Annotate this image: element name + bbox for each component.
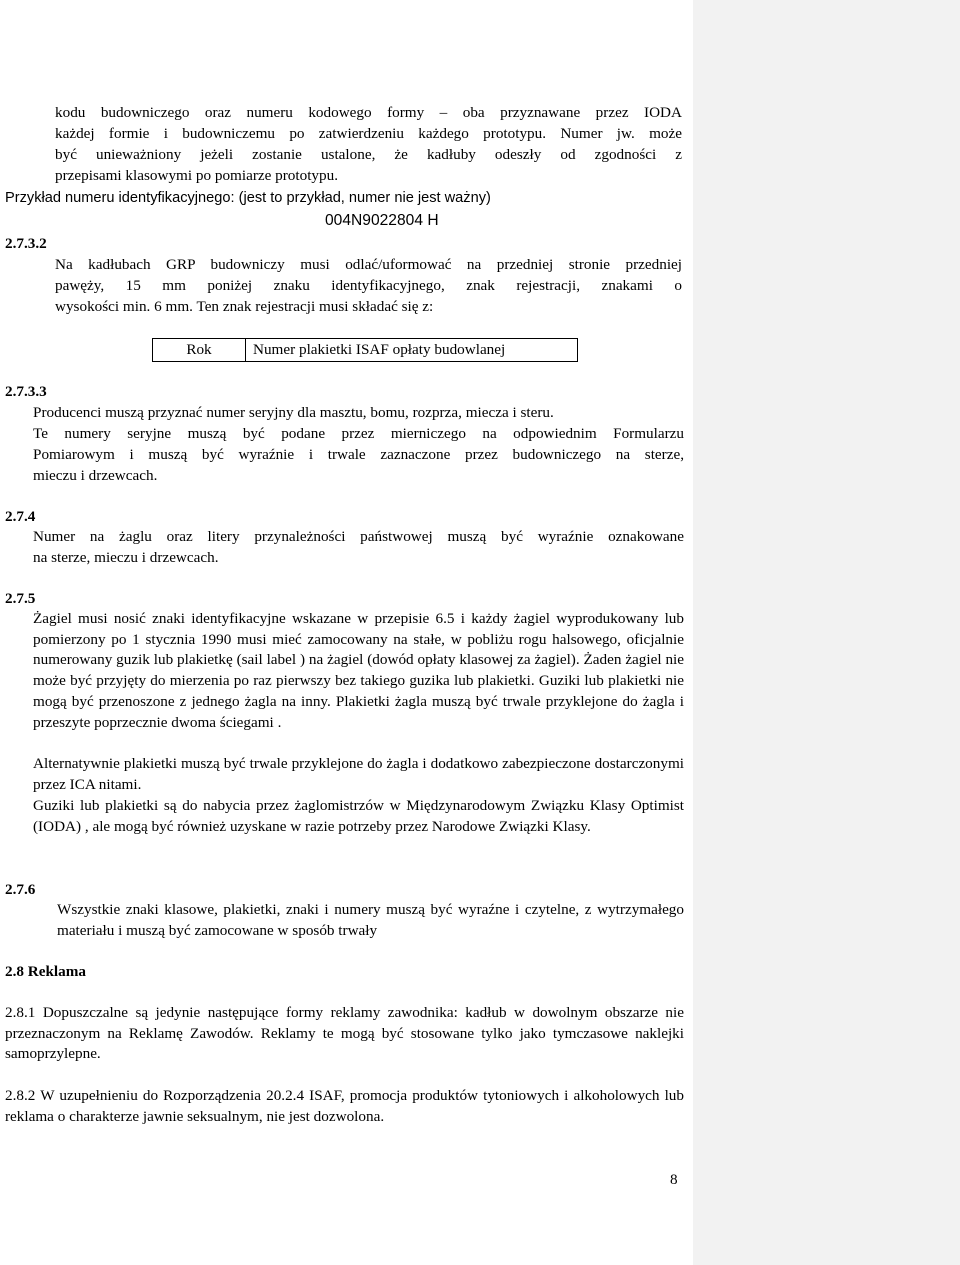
section-number-274: 2.7.4 [5, 508, 36, 525]
s274-line-1: Numer na żaglu oraz litery przynależności państwowej muszą być wyraźnie oznakowane [33, 528, 684, 545]
intro-line-3: być unieważniony jeżeli zostanie ustalone, że kadłuby odeszły od zgodności z [55, 146, 682, 163]
registration-year-cell: Rok [153, 339, 246, 361]
section-heading-28: 2.8 Reklama [5, 963, 86, 980]
s276-paragraph: Wszystkie znaki klasowe, plakietki, znaki i numery muszą być wyraźne i czytelne, z wytrzymałego materiału i muszą być zamocowane w sposób trwały [57, 901, 684, 939]
intro-line-2: każdej formie i budowniczemu po zatwierdzeniu każdego prototypu. Numer jw. może [55, 125, 682, 142]
s2732-line-1: Na kadłubach GRP budowniczy musi odlać/uformować na przedniej stronie przedniej [55, 256, 682, 273]
s2733-line-3: Pomiarowym i muszą być wyraźnie i trwale zaznaczone przez budowniczego na sterze, [33, 446, 684, 463]
s275-paragraph-3: Guziki lub plakietki są do nabycia przez żaglomistrzów w Międzynarodowym Związku Klasy Optimist (IODA) , ale mogą być również uzyskane w razie potrzeby przez Narodowe Związki Klasy. [33, 797, 684, 835]
section-number-275: 2.7.5 [5, 590, 36, 607]
s2732-line-2: pawęży, 15 mm poniżej znaku identyfikacyjnego, znak rejestracji, znakami o [55, 277, 682, 294]
intro-line-4: przepisami klasowymi po pomiarze prototypu. [55, 167, 339, 184]
section-number-2732: 2.7.3.2 [5, 235, 47, 252]
s2733-line-4: mieczu i drzewcach. [33, 467, 158, 484]
example-label: Przykład numeru identyfikacyjnego: (jest to przykład, numer nie jest ważny) [5, 190, 491, 206]
s28-paragraph-2: 2.8.2 W uzupełnieniu do Rozporządzenia 20.2.4 ISAF, promocja produktów tytoniowych i alkoholowych lub reklama o charakterze jawnie seksualnym, nie jest dozwolona. [5, 1087, 684, 1125]
section-number-276: 2.7.6 [5, 881, 36, 898]
s275-paragraph-1: Żagiel musi nosić znaki identyfikacyjne wskazane w przepisie 6.5 i każdy żagiel wyprodukowany lub pomierzony po 1 stycznia 1990 musi mieć zamocowany na stałe, w pobliżu rogu halsowego, oficjalnie numerowany guzik lub plakietkę (sail label ) na żagiel (dowód opłaty klasowej za żagiel). Żaden żagiel nie może być przyjęty do mierzenia po raz pierwszy bez takiego guzika lub plakietki. Guziki lub plakietki nie mogą być przenoszone z jednego żagla na inny. Plakietki żagla muszą być trwale przyklejone do żagla i przeszyte poprzecznie dwoma ściegami . [33, 610, 684, 731]
comment-margin [693, 0, 960, 1265]
page-number: 8 [670, 1171, 678, 1188]
registration-plaque-cell: Numer plakietki ISAF opłaty budowlanej [253, 341, 506, 358]
s2733-line-1: Producenci muszą przyznać numer seryjny dla masztu, bomu, rozprza, miecza i steru. [33, 404, 554, 421]
intro-line-1: kodu budowniczego oraz numeru kodowego formy – oba przyznawane przez IODA [55, 104, 682, 121]
registration-mark-table [152, 338, 578, 362]
s275-paragraph-2: Alternatywnie plakietki muszą być trwale przyklejone do żagla i dodatkowo zabezpieczone dostarczonymi przez ICA nitami. [33, 755, 684, 793]
s2733-line-2: Te numery seryjne muszą być podane przez mierniczego na odpowiednim Formularzu [33, 425, 684, 442]
example-value: 004N9022804 H [325, 212, 439, 229]
section-number-2733: 2.7.3.3 [5, 383, 47, 400]
s2732-line-3: wysokości min. 6 mm. Ten znak rejestracji musi składać się z: [55, 298, 434, 315]
s28-paragraph-1: 2.8.1 Dopuszczalne są jedynie następujące formy reklamy zawodnika: kadłub w dowolnym obszarze nie przeznaczonym na Reklamę Zawodów. Reklamy te mogą być stosowane tylko jako tymczasowe naklejki samoprzylepne. [5, 1004, 684, 1063]
s274-line-2: na sterze, mieczu i drzewcach. [33, 549, 219, 566]
